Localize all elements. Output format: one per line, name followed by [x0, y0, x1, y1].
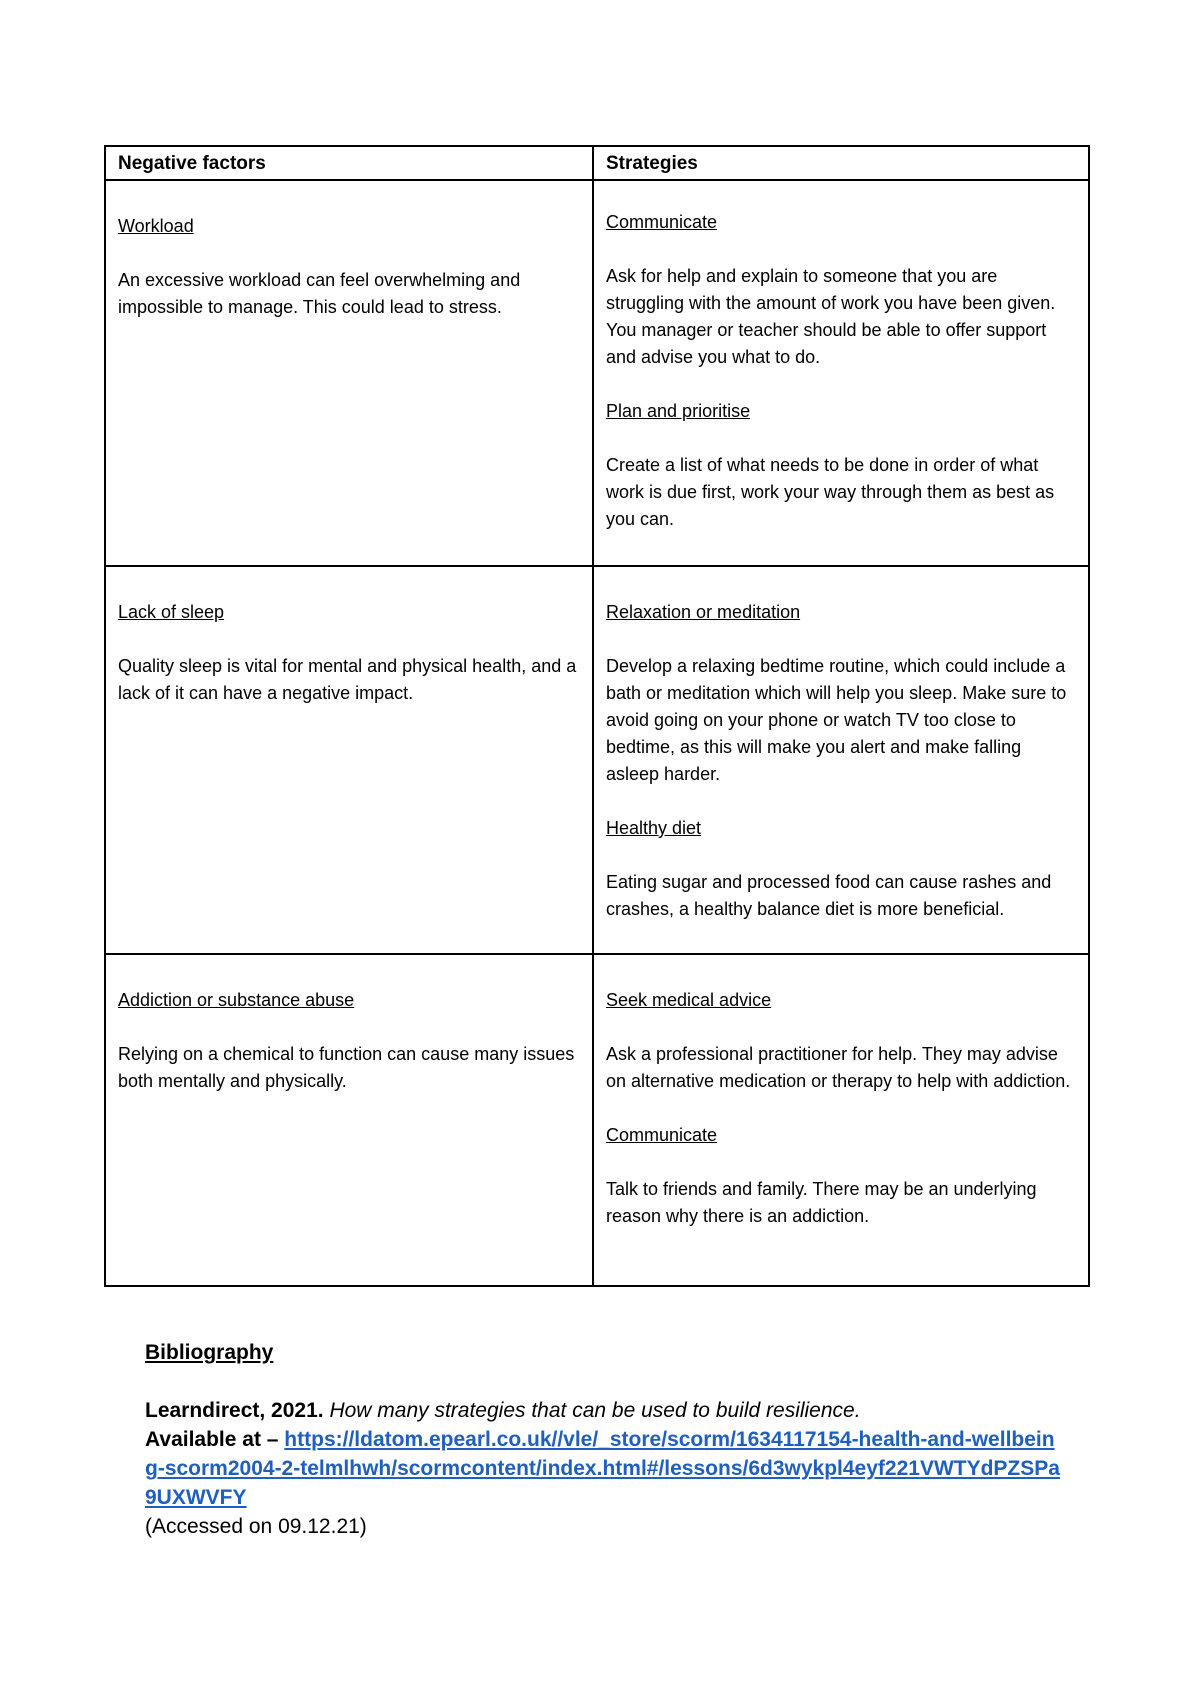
strategy-title: Seek medical advice [606, 990, 772, 1010]
strategy-title: Healthy diet [606, 818, 702, 838]
header-strategies: Strategies [593, 146, 1089, 180]
bibliography-url-link[interactable]: https://ldatom.epearl.co.uk//vle/_store/scorm/1634117154-health-and-wellbeing-scorm2004-2-telmlhwh/scormcontent/index.html#/lessons/6d3wykpl4eyf221VWTYdPZSPa9UXWVFY [145, 1428, 1060, 1509]
bibliography-title-end: . [854, 1399, 861, 1422]
bibliography-available-label: Available at – [145, 1428, 285, 1451]
factor-title: Addiction or substance abuse [118, 990, 355, 1010]
strategy-title: Communicate [606, 212, 718, 232]
header-negative-factors: Negative factors [105, 146, 593, 180]
factors-strategies-table [104, 145, 1090, 1287]
strategy-text: Eating sugar and processed food can cause rashes and crashes, a healthy balance diet is more beneficial. [606, 872, 1052, 919]
table-header-row [105, 146, 1089, 180]
bibliography-source-title: How many strategies that can be used to build resilience [329, 1399, 855, 1422]
factor-title: Lack of sleep [118, 602, 225, 622]
factor-title: Workload [118, 216, 194, 236]
strategy-text: Develop a relaxing bedtime routine, which could include a bath or meditation which will help you sleep. Make sure to avoid going on your phone or watch TV too close to bedtime, as this will make you alert and make falling asleep harder. [606, 656, 1067, 784]
factor-cell [105, 180, 593, 566]
strategy-cell [593, 566, 1089, 954]
strategy-title: Plan and prioritise [606, 401, 751, 421]
strategy-text: Ask for help and explain to someone that you are struggling with the amount of work you have been given. You manager or teacher should be able to offer support and advise you what to do. [606, 266, 1056, 367]
strategy-cell [593, 180, 1089, 566]
factor-text: Quality sleep is vital for mental and physical health, and a lack of it can have a negative impact. [118, 656, 577, 703]
bibliography-author-year: Learndirect, 2021. [145, 1399, 324, 1422]
strategy-title: Communicate [606, 1125, 718, 1145]
table-row [105, 954, 1089, 1286]
factor-text: An excessive workload can feel overwhelming and impossible to manage. This could lead to stress. [118, 270, 521, 317]
bibliography-accessed: (Accessed on 09.12.21) [145, 1515, 367, 1538]
strategy-title: Relaxation or meditation [606, 602, 801, 622]
bibliography-heading: Bibliography [145, 1341, 274, 1364]
strategy-text: Create a list of what needs to be done in order of what work is due first, work your way through them as best as you can. [606, 455, 1055, 529]
table-row [105, 180, 1089, 566]
factor-cell [105, 566, 593, 954]
factor-text: Relying on a chemical to function can cause many issues both mentally and physically. [118, 1044, 575, 1091]
strategy-text: Talk to friends and family. There may be an underlying reason why there is an addiction. [606, 1179, 1037, 1226]
strategy-cell [593, 954, 1089, 1286]
strategy-text: Ask a professional practitioner for help. They may advise on alternative medication or therapy to help with addiction. [606, 1044, 1071, 1091]
bibliography-section [145, 1338, 1065, 1541]
table-row [105, 566, 1089, 954]
factor-cell [105, 954, 593, 1286]
bibliography-entry [145, 1396, 1065, 1541]
